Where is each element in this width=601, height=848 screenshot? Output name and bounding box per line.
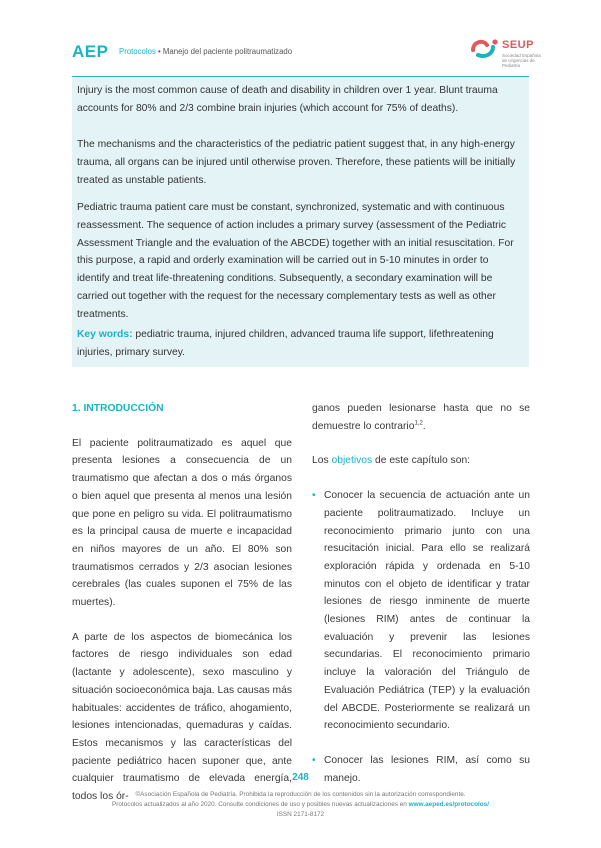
- continued-text: ganos pueden lesionarse hasta que no se demuestre lo contrario: [312, 403, 530, 432]
- body-paragraph-continued: [312, 400, 530, 435]
- seup-subtitle: Sociedad Española de Urgencias de Pediatría: [502, 53, 541, 68]
- footer-update-text: Protocolos actualizados al año 2020. Consulte condiciones de uso y posibles nuevas actualizaciones en: [111, 801, 407, 808]
- header-title: Manejo del paciente politraumatizado: [162, 47, 293, 56]
- abstract-paragraph-2: The mechanisms and the characteristics of the pediatric patient suggest that, in any high-energy trauma, all organs can be injured until otherwise proven. Therefore, these patients will be initially treated as unstable patients.: [77, 139, 516, 186]
- keywords-paragraph: [77, 326, 523, 362]
- continued-end: .: [422, 420, 426, 432]
- page-header: [72, 36, 541, 66]
- objectives-highlight: objetivos: [331, 455, 373, 467]
- bullet-icon: •: [312, 490, 316, 502]
- seup-logo: [469, 36, 541, 66]
- bullet-text-1: Conocer la secuencia de actuación ante un paciente politraumatizado. Incluye un reconocimiento primario junto con una resucitación inicial. Para ello se realizará exploración rápida y ordenada en 5-10 minutos con el objeto de identificar y tratar lesiones de riesgo inminente de muerte (lesiones RIM) antes de continuar la evaluación y prevenir las lesiones secundarias. El reconocimiento primario incluye la valoración del Triángulo de Evaluación Pediátrica (TEP) y la evaluación del ABCDE. Posteriormente se realizará un reconocimiento secundario.: [324, 490, 530, 732]
- seup-emblem-icon: [469, 36, 501, 62]
- bullet-text-2: Conocer las lesiones RIM, así como su manejo.: [324, 754, 530, 784]
- objectives-pre: Los: [312, 455, 329, 467]
- header-section: Protocolos: [119, 47, 156, 56]
- body-paragraph-1: El paciente politraumatizado es aquel que presenta lesiones a consecuencia de un traumatismo que afectan a dos o más órganos o bien aquel que presenta al menos una lesión que pone en peligro su vida. El politraumatismo es la principal causa de muerte e incapacidad en niños mayores de un año. El 80% son traumatismos cerrados y 2/3 asocian lesiones cerebrales (las cuales suponen el 75% de las muertes).: [72, 437, 292, 609]
- bullet-icon: •: [312, 754, 316, 766]
- section-title-introduccion: 1. INTRODUCCIÓN: [72, 403, 164, 414]
- body-paragraph-2: A parte de los aspectos de biomecánica los factores de riesgo individuales son edad (lactante y adolescente), sexo masculino y situación socioeconómica baja. Las causas más habituales: accidentes de tráfico, ahogamiento, lesiones intencionadas, quemaduras y caídas. Estos mecanismos y las características del paciente pediátrico hacen suponer que, ante cualquier traumatismo de elevada energía, todos los ór-: [72, 631, 292, 803]
- right-column: [312, 400, 530, 787]
- list-item: [312, 487, 530, 735]
- citation-sup: 1,2: [414, 420, 423, 427]
- footer-update-line: [0, 800, 601, 810]
- keywords-text: pediatric trauma, injured children, advanced trauma life support, lifethreatening injuries, primary survey.: [77, 329, 494, 358]
- page-number: 248: [292, 772, 309, 783]
- footer-link[interactable]: www.aeped.es/protocolos/: [408, 801, 490, 808]
- seup-wordmark: SEUP: [502, 39, 534, 51]
- header-separator: •: [158, 47, 161, 56]
- aep-logo: AEP: [72, 42, 109, 61]
- objectives-post: de este capítulo son:: [375, 455, 471, 467]
- objectives-list: [312, 487, 530, 787]
- left-column: [72, 400, 292, 806]
- keywords-label: Key words:: [77, 329, 133, 340]
- objectives-intro: [312, 452, 530, 470]
- abstract-box: [72, 76, 529, 367]
- footer-copyright: ©Asociación Española de Pediatría. Prohibida la reproducción de los contenidos sin la autorización correspondiente.: [135, 791, 466, 798]
- abstract-paragraph-1: Injury is the most common cause of death and disability in children over 1 year. Blunt trauma accounts for 80% and 2/3 combine brain injuries (which account for 75% of deaths).: [77, 85, 498, 114]
- running-header: [119, 47, 292, 56]
- page-footer: [0, 790, 601, 820]
- footer-issn: ISSN 2171-8172: [276, 811, 325, 818]
- abstract-paragraph-3: Pediatric trauma patient care must be constant, synchronized, systematic and with continuous reassessment. The sequence of action includes a primary survey (assessment of the Pediatric Assessment Triangle and the evaluation of the ABCDE) together with an initial resuscitation. For this purpose, a rapid and orderly examination will be carried out in 5-10 minutes in order to identify and treat life-threatening conditions. Subsequently, a secondary examination will be carried out together with the request for the necessary complementary tests as well as other treatments.: [77, 202, 514, 320]
